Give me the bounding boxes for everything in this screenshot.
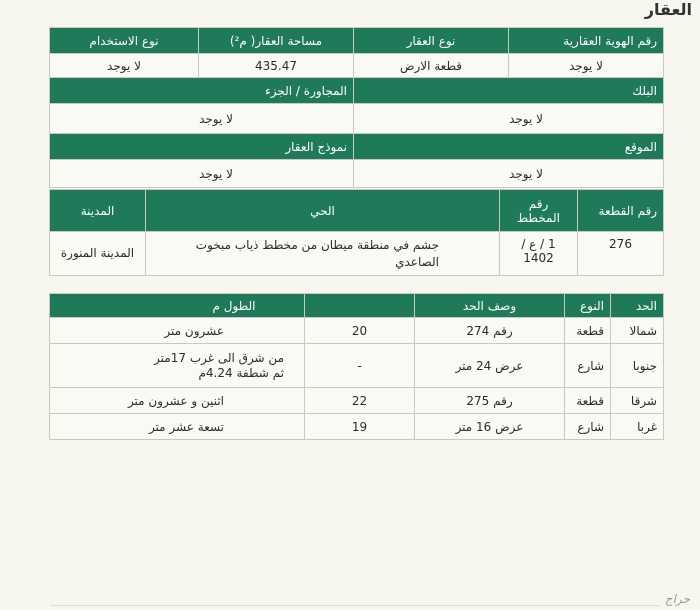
value-plot-number: 276 xyxy=(578,232,664,276)
row-length-text: اثنين و عشرون متر xyxy=(50,388,305,414)
row-description: عرض 16 متر xyxy=(415,414,565,440)
row-description: رقم 274 xyxy=(415,318,565,344)
value-block: لا يوجد xyxy=(354,104,664,134)
row-length-text: من شرق الى غرب 17متر ثم شطفة 4.24م xyxy=(50,344,305,388)
row-description: عرض 24 متر xyxy=(415,344,565,388)
value-location: لا يوجد xyxy=(354,160,664,188)
header-boundary-description: وصف الحد xyxy=(415,294,565,318)
row-side: غربا xyxy=(611,414,664,440)
table-row xyxy=(50,414,664,440)
watermark-logo: حراج xyxy=(664,592,690,606)
row-length: 19 xyxy=(305,414,415,440)
table-row xyxy=(50,344,664,388)
row-description: رقم 275 xyxy=(415,388,565,414)
table-row xyxy=(50,318,664,344)
header-property-area: مساحة العقار( م²) xyxy=(199,28,354,54)
header-neighborhood-part: المجاورة / الجزء xyxy=(50,78,354,104)
section-title: العقار xyxy=(644,0,692,19)
plot-table xyxy=(49,189,664,276)
row-side: جنوبا xyxy=(611,344,664,388)
header-plan-number: رقم المخطط xyxy=(500,190,578,232)
row-side: شرقا xyxy=(611,388,664,414)
header-city: المدينة xyxy=(50,190,146,232)
row-length-text: عشرون متر xyxy=(50,318,305,344)
row-type: شارع xyxy=(565,344,611,388)
header-block: البلك xyxy=(354,78,664,104)
table-row xyxy=(50,388,664,414)
value-plan-number: 1 / ع / 1402 xyxy=(500,232,578,276)
value-property-type: قطعة الارض xyxy=(354,54,509,78)
row-type: شارع xyxy=(565,414,611,440)
header-property-type: نوع العقار xyxy=(354,28,509,54)
value-city: المدينة المنورة xyxy=(50,232,146,276)
value-property-area: 435.47 xyxy=(199,54,354,78)
row-type: قطعة xyxy=(565,318,611,344)
row-length: - xyxy=(305,344,415,388)
value-usage-type: لا يوجد xyxy=(50,54,199,78)
row-length: 22 xyxy=(305,388,415,414)
boundaries-table xyxy=(49,293,664,440)
header-boundary-length-value xyxy=(305,294,415,318)
value-neighborhood-part: لا يوجد xyxy=(50,104,354,134)
header-usage-type: نوع الاستخدام xyxy=(50,28,199,54)
bottom-divider xyxy=(50,605,660,606)
value-property-id: لا يوجد xyxy=(509,54,664,78)
header-district: الحي xyxy=(146,190,500,232)
property-info-table xyxy=(49,27,664,188)
header-boundary: الحد xyxy=(611,294,664,318)
value-district: جشم في منطقة ميطان من مخطط ذياب مبخوت الصاعدي xyxy=(146,232,500,276)
row-type: قطعة xyxy=(565,388,611,414)
value-property-model: لا يوجد xyxy=(50,160,354,188)
row-length-text: تسعة عشر متر xyxy=(50,414,305,440)
header-boundary-type: النوع xyxy=(565,294,611,318)
row-side: شمالا xyxy=(611,318,664,344)
header-property-id: رقم الهوية العقارية xyxy=(509,28,664,54)
header-boundary-length: الطول م xyxy=(50,294,305,318)
header-property-model: نموذج العقار xyxy=(50,134,354,160)
header-location: الموقع xyxy=(354,134,664,160)
row-length: 20 xyxy=(305,318,415,344)
header-plot-number: رقم القطعة xyxy=(578,190,664,232)
